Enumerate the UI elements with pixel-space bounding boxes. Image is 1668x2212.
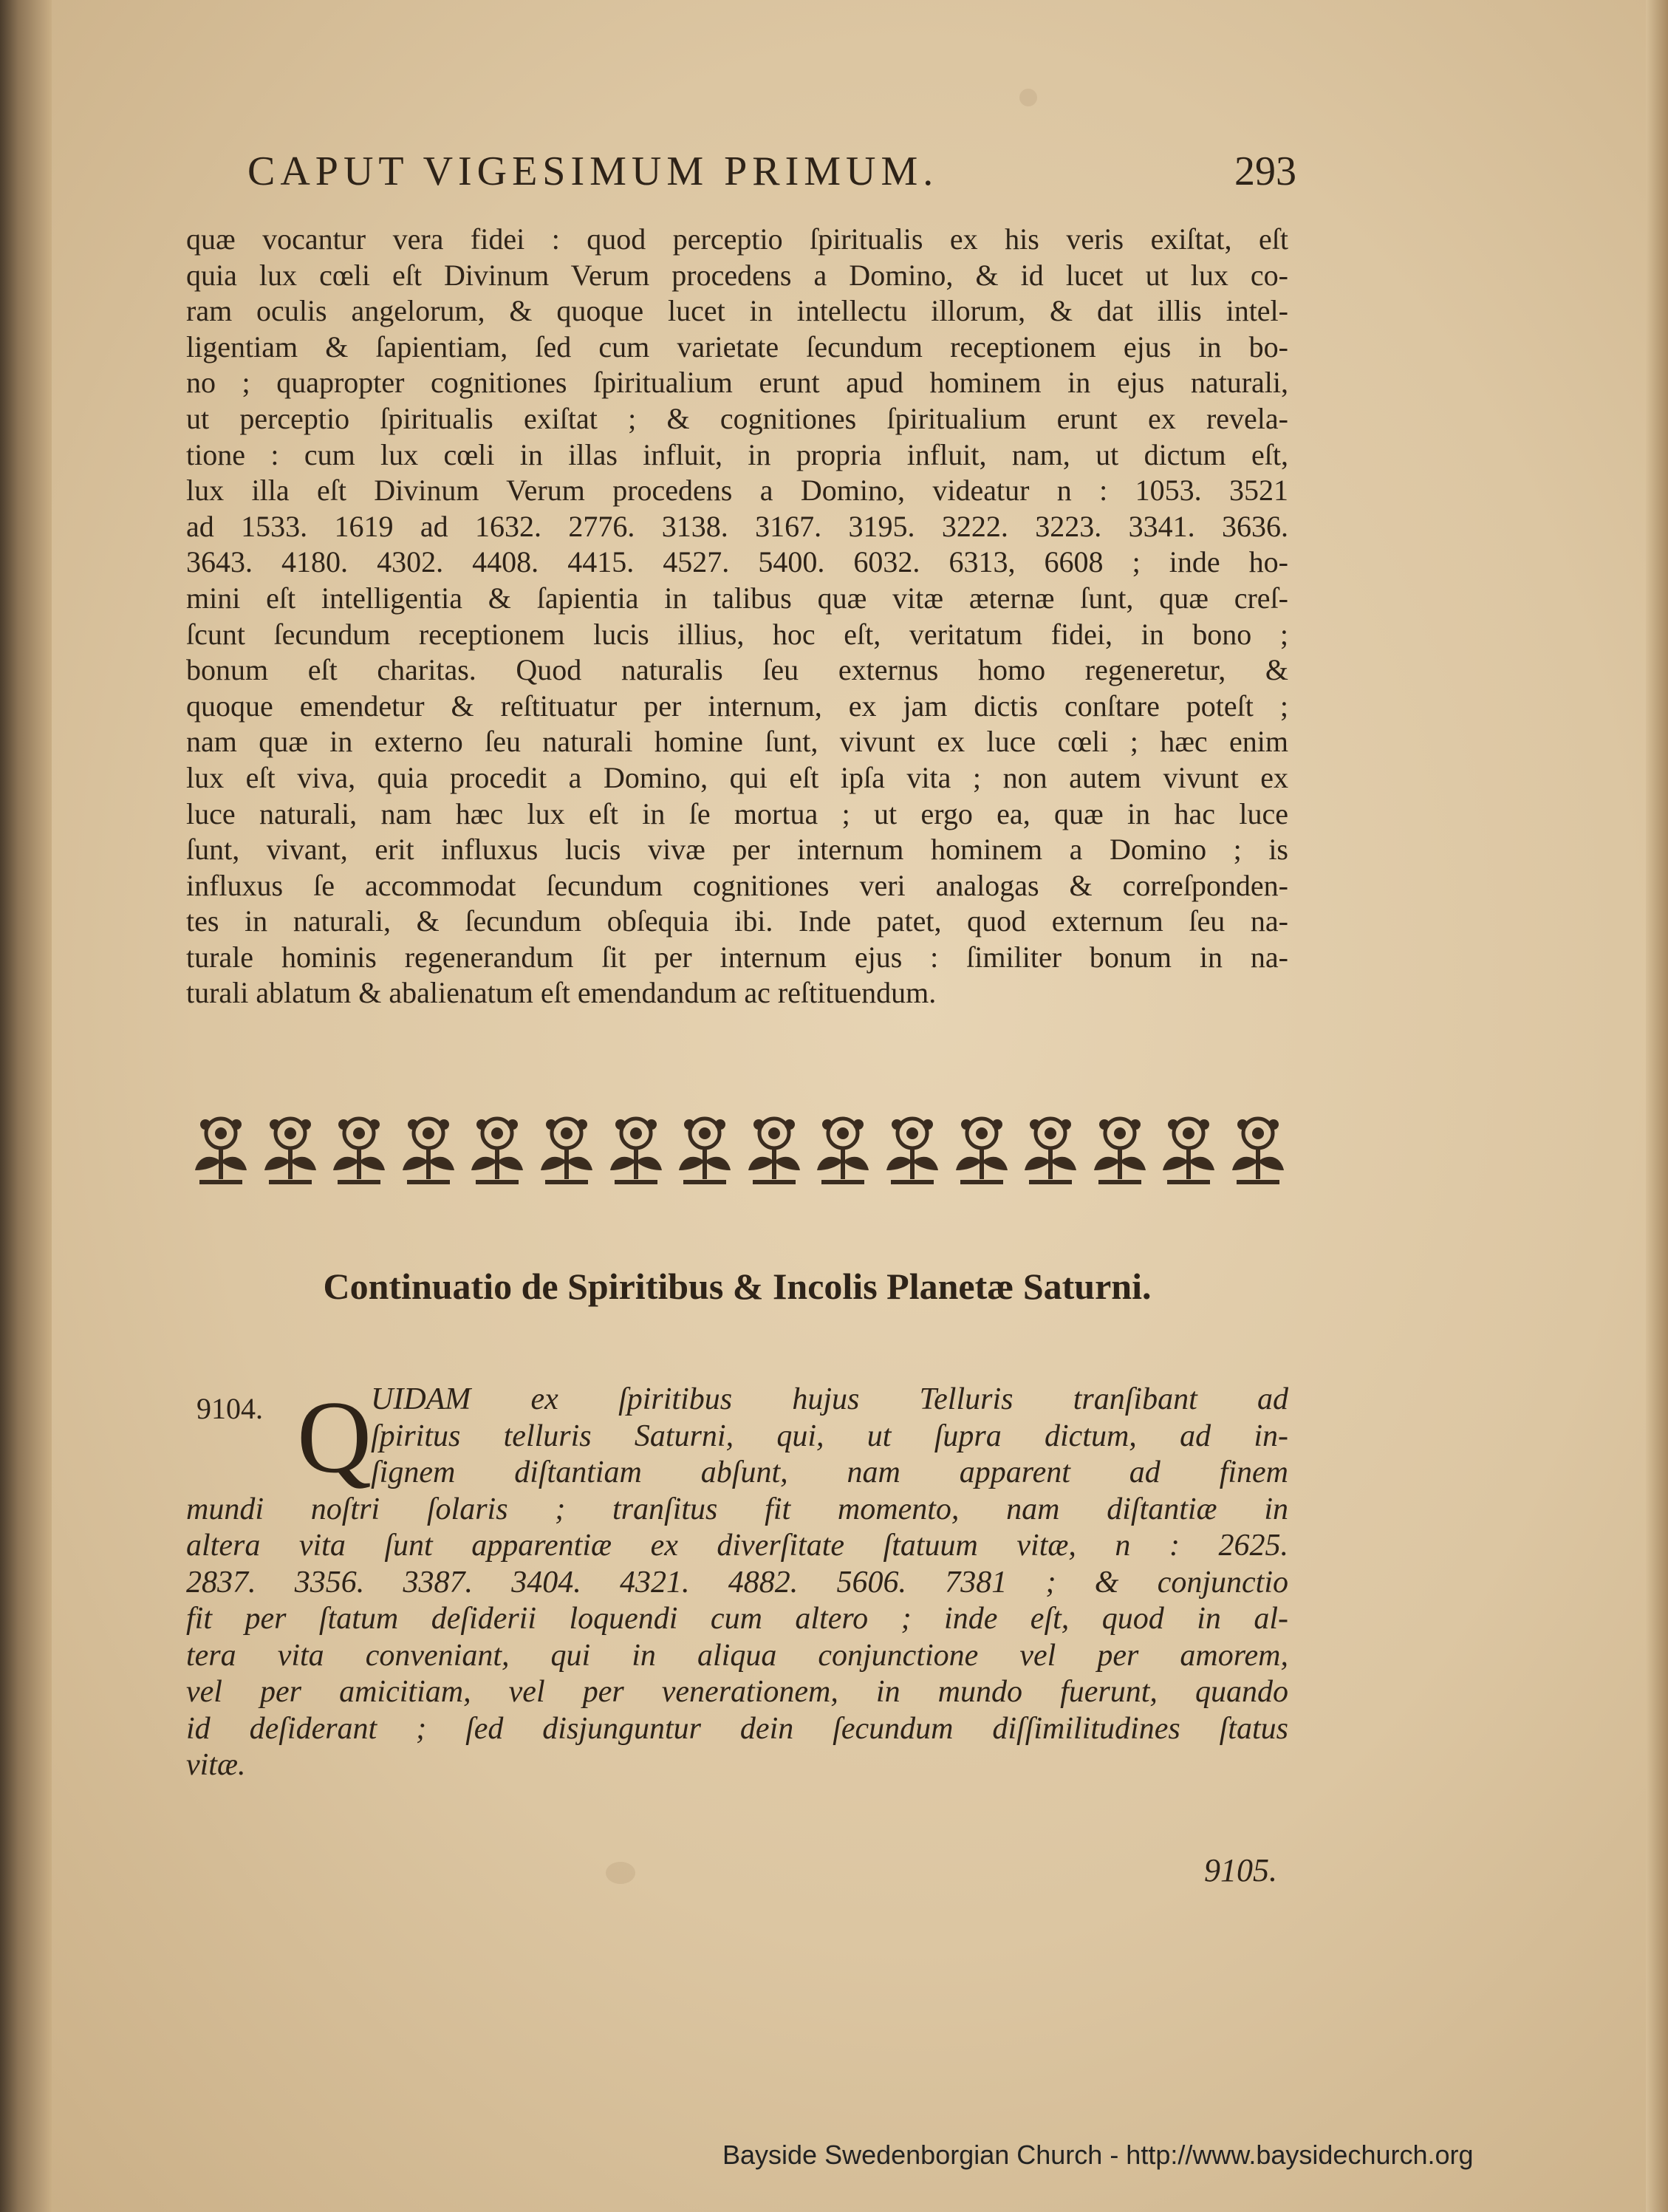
body-line: lux eſt viva, quia procedit a Domino, qui eſt ipſa vita ; non autem vivunt ex xyxy=(186,760,1288,794)
body-line: turali ablatum & abalienatum eſt emendandum ac reſtituendum. xyxy=(186,976,937,1010)
paper-spot xyxy=(606,1862,635,1884)
floral-ornament-icon xyxy=(1157,1108,1220,1189)
floral-ornament-icon xyxy=(327,1108,391,1189)
floral-ornament-icon xyxy=(1088,1108,1152,1189)
body-line: nam quæ in externo ſeu naturali homine ſunt, vivunt ex luce cœli ; hæc enim xyxy=(186,725,1288,759)
paragraph-line: UIDAM ex ſpiritibus hujus Telluris tranſibant ad xyxy=(371,1382,1288,1416)
body-line: ad 1533. 1619 ad 1632. 2776. 3138. 3167. 3195. 3222. 3223. 3341. 3636. xyxy=(186,509,1288,543)
ornament-band xyxy=(189,1108,1290,1189)
floral-ornament-icon xyxy=(673,1108,736,1189)
page-number: 293 xyxy=(1234,149,1296,194)
running-head: CAPUT VIGESIMUM PRIMUM. xyxy=(247,149,939,194)
body-line: ligentiam & ſapientiam, ſed cum varietate ſecundum receptionem ejus in bo- xyxy=(186,330,1288,363)
paragraph-line: ſpiritus telluris Saturni, qui, ut ſupra dictum, ad in- xyxy=(371,1419,1288,1453)
page-edge xyxy=(1646,0,1668,2212)
paragraph-line: ſignem diſtantiam abſunt, nam apparent ad finem xyxy=(371,1455,1288,1489)
paragraph-number: 9104. xyxy=(196,1392,263,1425)
body-line: luce naturali, nam hæc lux eſt in ſe mortua ; ut ergo ea, quæ in hac luce xyxy=(186,796,1288,830)
page-header xyxy=(247,148,1296,207)
body-text xyxy=(186,222,1288,1011)
body-line: ut perceptio ſpiritualis exiſtat ; & cognitiones ſpiritualium erunt ex revela- xyxy=(186,401,1288,435)
floral-ornament-icon xyxy=(535,1108,598,1189)
section-title: Continuatio de Spiritibus & Incolis Planetæ Saturni. xyxy=(323,1266,1152,1307)
body-line: ſcunt ſecundum receptionem lucis illius, hoc eſt, veritatum fidei, in bono ; xyxy=(186,617,1288,651)
floral-ornament-icon xyxy=(189,1108,253,1189)
body-line: tione : cum lux cœli in illas influit, in propria influit, nam, ut dictum eſt, xyxy=(186,437,1288,471)
paragraph-line: id deſiderant ; ſed disjunguntur dein ſecundum diſſimilitudines ſtatus xyxy=(186,1711,1288,1746)
body-line: lux illa eſt Divinum Verum procedens a Domino, videatur n : 1053. 3521 xyxy=(186,474,1288,508)
watermark: Bayside Swedenborgian Church - http://www.baysidechurch.org xyxy=(722,2140,1474,2170)
paragraph-line: mundi noſtri ſolaris ; tranſitus fit momento, nam diſtantiæ in xyxy=(186,1492,1288,1526)
floral-ornament-icon xyxy=(397,1108,460,1189)
body-line: mini eſt intelligentia & ſapientia in talibus quæ vitæ æternæ ſunt, quæ creſ- xyxy=(186,581,1288,615)
floral-ornament-icon xyxy=(604,1108,668,1189)
paragraph-line: altera vita ſunt apparentiæ ex diverſitate ſtatuum vitæ, n : 2625. xyxy=(186,1529,1288,1563)
book-gutter xyxy=(0,0,52,2212)
paragraph-line: vel per amicitiam, vel per venerationem, in mundo fuerunt, quando xyxy=(186,1675,1288,1709)
body-line: influxus ſe accommodat ſecundum cognitiones veri analogas & correſponden- xyxy=(186,868,1288,902)
body-line: ſunt, vivant, erit influxus lucis vivæ per internum hominem a Domino ; is xyxy=(186,833,1288,867)
body-line: 3643. 4180. 4302. 4408. 4415. 4527. 5400. 6032. 6313, 6608 ; inde ho- xyxy=(186,545,1288,579)
catchword: 9105. xyxy=(1204,1852,1277,1888)
body-line: ram oculis angelorum, & quoque lucet in intellectu illorum, & dat illis intel- xyxy=(186,294,1288,328)
paragraph-line: vitæ. xyxy=(186,1748,246,1782)
paragraph-line: 2837. 3356. 3387. 3404. 4321. 4882. 5606. 7381 ; & conjunctio xyxy=(186,1565,1288,1600)
paragraph-line: fit per ſtatum deſiderii loquendi cum altero ; inde eſt, quod in al- xyxy=(186,1602,1288,1636)
body-line: quia lux cœli eſt Divinum Verum procedens a Domino, & id lucet ut lux co- xyxy=(186,258,1288,292)
body-line: no ; quapropter cognitiones ſpiritualium erunt apud hominem in ejus naturali, xyxy=(186,366,1288,400)
body-line: tes in naturali, & ſecundum obſequia ibi. Inde patet, quod externum ſeu na- xyxy=(186,904,1288,938)
drop-cap: Q xyxy=(297,1380,372,1495)
paper-spot xyxy=(1019,89,1037,106)
floral-ornament-icon xyxy=(259,1108,322,1189)
body-line: bonum eſt charitas. Quod naturalis ſeu externus homo regeneretur, & xyxy=(186,653,1288,687)
body-line: quoque emendetur & reſtituatur per internum, ex jam dictis conſtare poteſt ; xyxy=(186,689,1288,723)
floral-ornament-icon xyxy=(742,1108,806,1189)
floral-ornament-icon xyxy=(465,1108,529,1189)
floral-ornament-icon xyxy=(811,1108,875,1189)
paragraph-line: tera vita conveniant, qui in aliqua conjunctione vel per amorem, xyxy=(186,1638,1288,1673)
body-line: quæ vocantur vera fidei : quod perceptio ſpiritualis ex his veris exiſtat, eſt xyxy=(186,222,1288,256)
paragraph-9104 xyxy=(186,1382,1288,1784)
floral-ornament-icon xyxy=(950,1108,1014,1189)
floral-ornament-icon xyxy=(1226,1108,1290,1189)
floral-ornament-icon xyxy=(1019,1108,1082,1189)
body-line: turale hominis regenerandum ſit per internum ejus : ſimiliter bonum in na- xyxy=(186,940,1288,974)
floral-ornament-icon xyxy=(881,1108,944,1189)
